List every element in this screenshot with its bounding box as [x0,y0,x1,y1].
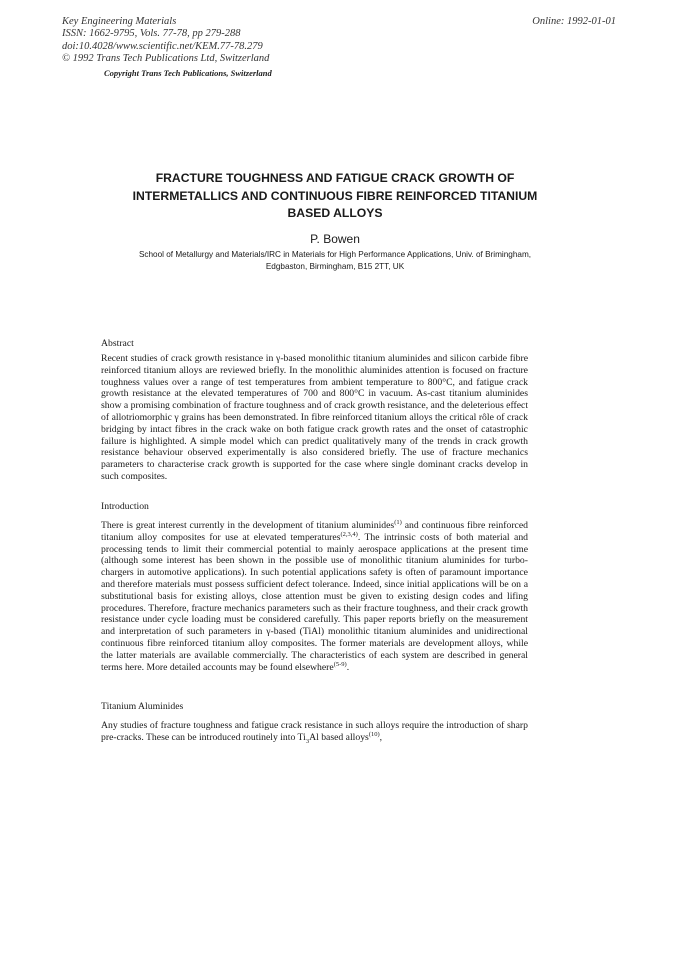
title-line: INTERMETALLICS AND CONTINUOUS FIBRE REINFORCED TITANIUM [132,188,538,203]
citation: (1) [394,518,402,526]
publisher-copyright: Copyright Trans Tech Publications, Switzerland [104,68,272,78]
introduction-text [101,520,528,673]
text-run: . [346,661,350,673]
titanium-aluminides-text [101,720,528,744]
journal-name: Key Engineering Materials [62,16,177,27]
affiliation-line: School of Metallurgy and Materials/IRC in Materials for High Performance Applications, Univ. of Brimingham, [138,250,532,259]
titanium-aluminides-heading: Titanium Aluminides [101,701,184,712]
subscript: 3 [305,737,310,745]
text-run: Any studies of fracture toughness and fatigue crack resistance in such alloys require the introduction of sharp pre-cracks. These can be introduced routinely into Ti [101,720,528,743]
text-run: There is great interest currently in the development of titanium aluminides [101,520,395,531]
abstract-heading: Abstract [101,338,134,349]
introduction-heading: Introduction [101,501,149,512]
text-run: . The intrinsic costs of both material and processing tends to limit their commercial potential to mainly aerospace applications at the present time (although some interest has been shown in the possible use of monolithic titanium aluminides for turbo-chargers in automotive applications). In such potential applications safety is often of paramount importance and therefore materials must possess sufficient defect tolerance. Indeed, since initial applications will be on a substitutional basis for existing alloys, close attention must be given to existing design codes and lifing procedures. Therefore, fracture mechanics parameters such as their fracture toughness, and their crack growth resistance under cycle loading must be considered carefully. This paper reports briefly on the measurement and interpretation of such parameters in γ-based (TiAl) monolithic titanium aluminides and unidirectional continuous fibre reinforced titanium alloy composites. The former materials are development alloys, while the latter materials are available commercially. The characteristics of each system are described in general terms here. More detailed accounts may be found elsewhere [101,531,529,673]
citation: (5-9) [333,660,347,668]
journal-doi: doi:10.4028/www.scientific.net/KEM.77-78.279 [62,40,263,52]
citation: (10) [368,730,380,738]
author-affiliation [96,249,574,273]
author-name: P. Bowen [310,232,360,246]
affiliation-line: Edgbaston, Birmingham, B15 2TT, UK [265,262,405,271]
journal-copyright: © 1992 Trans Tech Publications Ltd, Switzerland [62,52,270,64]
title-line: BASED ALLOYS [287,206,383,220]
text-run: Al based alloys [309,731,369,743]
abstract-text: Recent studies of crack growth resistance in γ-based monolithic titanium aluminides and silicon carbide fibre reinforced titanium alloys are reviewed briefly. In the monolithic aluminides attention is focused on fracture toughness values over a range of test temperatures from ambient temperature to 800°C, and fatigue crack growth resistance at the elevated temperatures of 700 and 800°C in vacuum. As-cast titanium aluminides show a promising combination of fracture toughness and of crack growth resistance, and the deleterious effect of allotriomorphic γ grains has been demonstrated. In fibre reinforced titanium alloys the critical rôle of crack bridging by intact fibres in the crack wake on both fatigue crack growth rates and the onset of catastrophic failure is highlighted. A simple model which can predict qualitatively many of the trends in crack growth resistance behaviour observed experimentally is also considered briefly. The use of fracture mechanics parameters to characterise crack growth is supported for the case where single dominant cracks develop in such composites. [101,353,529,482]
paper-title [96,170,574,223]
text-run: , [379,731,383,743]
journal-info [62,16,269,65]
journal-issn: ISSN: 1662-9795, Vols. 77-78, pp 279-288 [62,28,241,40]
online-date: Online: 1992-01-01 [532,16,616,27]
text-run: and continuous fibre reinforced titanium alloy composites for use at elevated temperatures [101,520,528,543]
citation: (2,3,4) [340,530,358,538]
title-line: FRACTURE TOUGHNESS AND FATIGUE CRACK GROWTH OF [155,171,515,185]
